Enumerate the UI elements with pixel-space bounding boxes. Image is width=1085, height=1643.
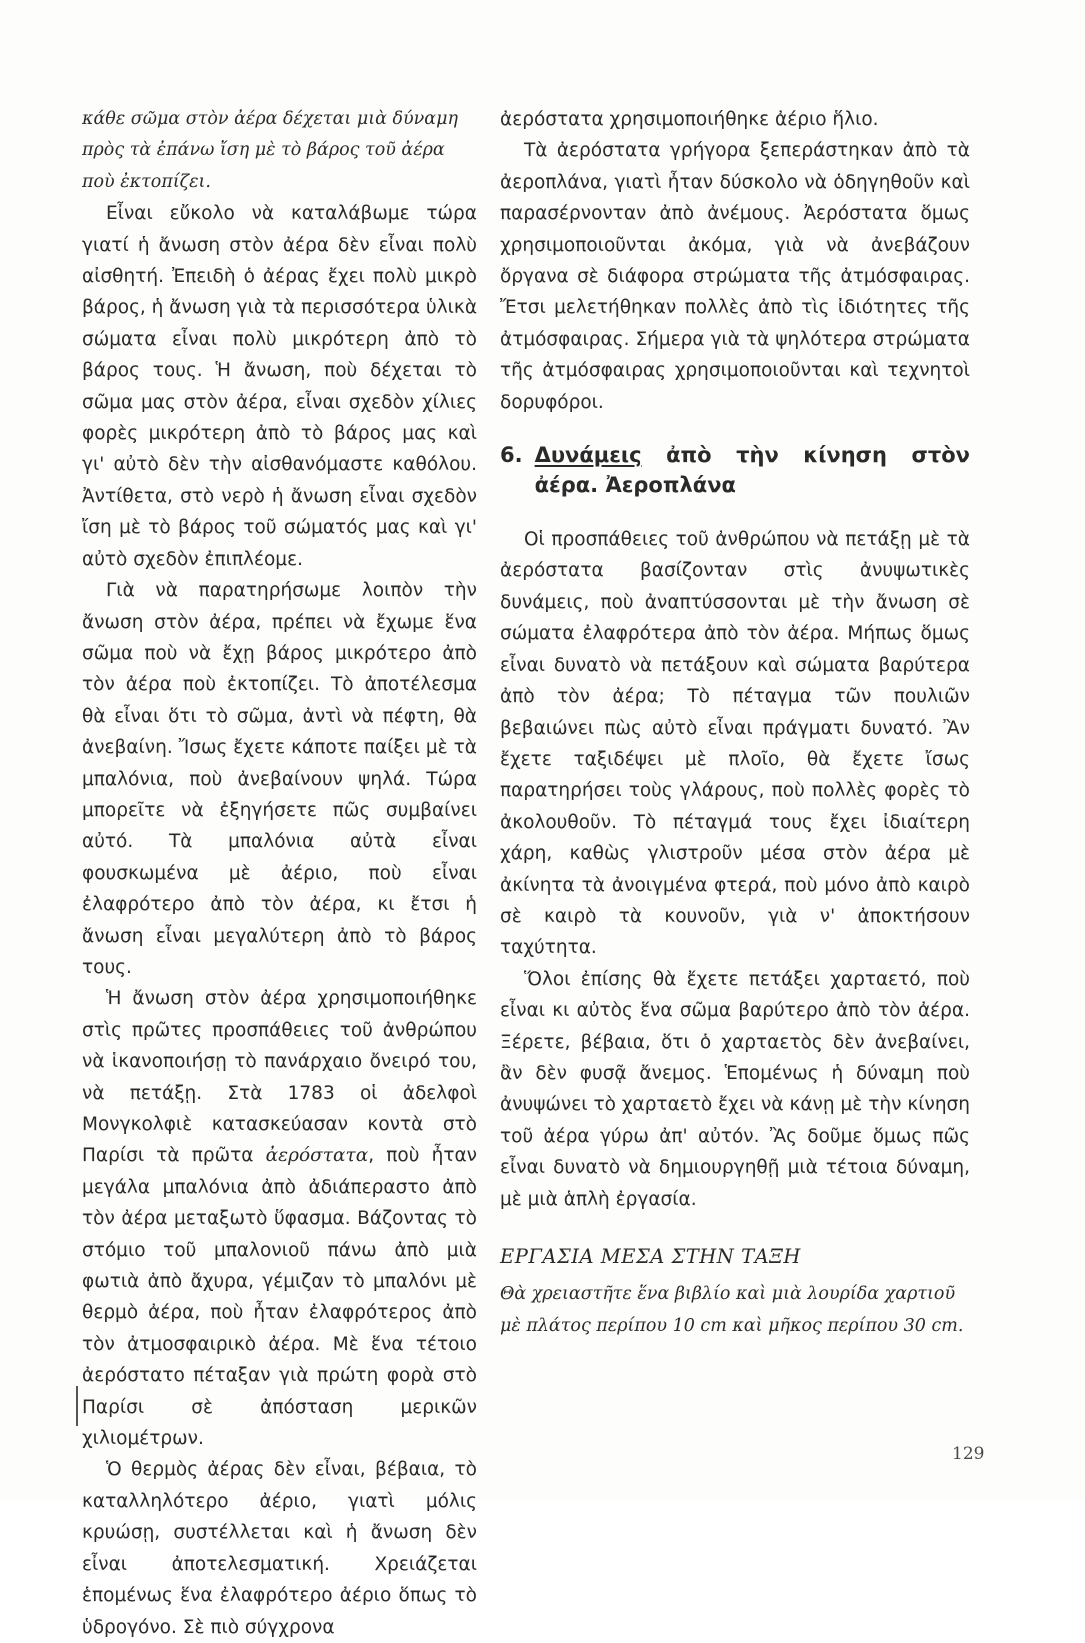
paragraph-hot-air: Ὁ θερμὸς ἀέρας δὲν εἶναι, βέβαια, τὸ καταλληλότερο ἀέριο, γιατὶ μόλις κρυώσῃ, συστέλλεται καὶ ἡ ἄνωση δὲν εἶναι ἀποτελεσματική. Χρειάζεται ἑπομένως ἕνα ἐλαφρότερο ἀέριο ὅπως τὸ ὑδρογόνο. Σὲ πιὸ σύγχρονα — [82, 1459, 477, 1638]
section-heading — [500, 440, 970, 500]
classroom-activity-text: Θὰ χρειαστῆτε ἕνα βιβλίο καὶ μιὰ λουρίδα χαρτιοῦ μὲ πλάτος περίπου 10 cm καὶ μῆκος περίπου 30 cm. — [500, 1284, 964, 1336]
page-number: 129 — [952, 1444, 985, 1464]
aerostat-term: ἀερόστατα — [265, 1145, 369, 1167]
paragraph-buoyancy-in-air: Εἶναι εὔκολο νὰ καταλάβωμε τώρα γιατί ἡ ἄνωση στὸν ἀέρα δὲν εἶναι πολὺ αἰσθητή. Ἐπειδὴ ὁ ἀέρας ἔχει πολὺ μικρὸ βάρος, ἡ ἄνωση γιὰ τὰ περισσότερα ὑλικὰ σώματα εἶναι πολὺ μικρότερη ἀπὸ τὸ βάρος τους. Ἡ ἄνωση, ποὺ δέχεται τὸ σῶμα μας στὸν ἀέρα, εἶναι σχεδὸν χίλιες φορὲς μικρότερη ἀπὸ τὸ βάρος μας καὶ γι' αὐτὸ δὲν τὴν αἰσθανόμαστε καθόλου. Ἀντίθετα, στὸ νερὸ ἡ ἄνωση εἶναι σχεδὸν ἴση μὲ τὸ βάρος τοῦ σώματός μας καὶ γι' αὐτὸ σχεδὸν ἐπιπλέομε. — [82, 203, 478, 570]
section-heading-rest: ἀπὸ τὴν κίνηση στὸν ἀέρα. Ἀεροπλάνα — [534, 443, 970, 498]
paragraph-lift-forces: Οἱ προσπάθειες τοῦ ἀνθρώπου νὰ πετάξῃ μὲ τὰ ἀερόστατα βασίζονταν στὶς ἀνυψωτικὲς δυνάμεις, ποὺ ἀναπτύσσονται μὲ τὴν ἄνωση σὲ σώματα ἐλαφρότερα ἀπὸ τὸν ἀέρα. Μήπως ὅμως εἶναι δυνατὸ νὰ πετάξουν καὶ σώματα βαρύτερα ἀπὸ τὸν ἀέρα; Τὸ πέταγμα τῶν πουλιῶν βεβαιώνει πὼς αὐτὸ εἶναι πράγματι δυνατό. Ἂν ἔχετε ταξιδέψει μὲ πλοῖο, θὰ ἔχετε ἴσως παρατηρήσει τοὺς γλάρους, ποὺ πολλὲς φορὲς τὸ ἀκολουθοῦν. Τὸ πέταγμά τους ἔχει ἰδιαίτερη χάρη, καθὼς γλιστροῦν μέσα στὸν ἀέρα μὲ ἀκίνητα τὰ ἀνοιγμένα φτερά, ποὺ μόνο ἀπὸ καιρὸ σὲ καιρὸ τὰ κουνοῦν, γιὰ ν' ἀποκτήσουν ταχύτητα. — [500, 529, 970, 959]
left-column — [82, 104, 477, 1643]
paragraph-kite: Ὅλοι ἐπίσης θὰ ἔχετε πετάξει χαρταετό, ποὺ εἶναι κι αὐτὸς ἕνα σῶμα βαρύτερο ἀπὸ τὸν ἀέρα. Ξέρετε, βέβαια, ὅτι ὁ χαρταετὸς δὲν ἀνεβαίνει, ἂν δὲν φυσᾷ ἄνεμος. Ἑπομένως ἡ δύναμη ποὺ ἀνυψώνει τὸ χαρταετὸ ἔχει νὰ κάνῃ μὲ τὴν κίνηση τοῦ ἀέρα γύρω ἀπ' αὐτόν. Ἂς δοῦμε ὅμως πῶς εἶναι δυνατὸ νὰ δημιουργηθῇ μιὰ τέτοια δύναμη, μὲ μιὰ ἁπλὴ ἐργασία. — [500, 968, 970, 1210]
section-heading-text — [535, 440, 970, 500]
right-column — [500, 104, 970, 1342]
montgolfier-text-start: Ἡ ἄνωση στὸν ἀέρα χρησιμοποιήθηκε στὶς πρῶτες προσπάθειες τοῦ ἀνθρώπου νὰ ἱκανοποιήσῃ τὸ πανάρχαιο ὄνειρό του, νὰ πετάξῃ. Στὰ 1783 οἱ ἀδελφοὶ Μονγκολφιὲ κατασκεύασαν κοντὰ στὸ Παρίσι τὰ πρῶτα — [82, 988, 477, 1167]
montgolfier-text-end: , ποὺ ἦταν μεγάλα μπαλόνια ἀπὸ ἀδιάπεραστο ἀπὸ τὸν ἀέρα μεταξωτὸ ὕφασμα. Βάζοντας τὸ στόμιο τοῦ μπαλονιοῦ πάνω ἀπὸ μιὰ φωτιὰ ἀπὸ ἄχυρα, γέμιζαν τὸ μπαλόνι μὲ θερμὸ ἀέρα, ποὺ ἦταν ἐλαφρότερος ἀπὸ τὸν ἀτμοσφαιρικὸ ἀέρα. Μὲ ἕνα τέτοιο ἀερόστατο πέταξαν γιὰ πρώτη φορὰ στὸ Παρίσι σὲ ἀπόσταση μερικῶν χιλιομέτρων. — [82, 1145, 477, 1450]
section-heading-first-word: Δυνάμεις — [534, 443, 642, 468]
paragraph-balloons: Γιὰ νὰ παρατηρήσωμε λοιπὸν τὴν ἄνωση στὸν ἀέρα, πρέπει νὰ ἔχωμε ἕνα σῶμα ποὺ νὰ ἔχῃ βάρος μικρότερο ἀπὸ τὸν ἀέρα ποὺ ἐκτοπίζει. Τὸ ἀποτέλεσμα θὰ εἶναι ὅτι τὸ σῶμα, ἀντὶ νὰ πέφτη, θὰ ἀνεβαίνη. Ἴσως ἔχετε κάποτε παίξει μὲ τὰ μπαλόνια, ποὺ ἀνεβαίνουν ψηλά. Τώρα μπορεῖτε νὰ ἐξηγήσετε πῶς συμβαίνει αὐτό. Τὰ μπαλόνια αὐτὰ εἶναι φουσκωμένα μὲ ἀέριο, ποὺ εἶναι ἐλαφρότερο ἀπὸ τὸν ἀέρα, κι ἔτσι ἡ ἄνωση εἶναι μεγαλύτερη ἀπὸ τὸ βάρος τους. — [82, 580, 477, 978]
section-number: 6. — [500, 443, 523, 468]
paragraph-montgolfier — [82, 983, 477, 1454]
paragraph-helium: ἀερόστατα χρησιμοποιήθηκε ἀέριο ἥλιο. — [500, 109, 879, 130]
classroom-activity-title: ΕΡΓΑΣΙΑ ΜΕΣΑ ΣΤΗΝ ΤΑΞΗ — [500, 1245, 801, 1268]
margin-mark — [76, 1386, 78, 1426]
paragraph-aerostats-surpassed: Τὰ ἀερόστατα γρήγορα ξεπεράστηκαν ἀπὸ τὰ ἀεροπλάνα, γιατὶ ἦταν δύσκολο νὰ ὁδηγηθοῦν καὶ παρασέρνονταν ἀπὸ ἀνέμους. Ἀερόστατα ὅμως χρησιμοποιοῦνται ἀκόμα, γιὰ νὰ ἀνεβάζουν ὄργανα σὲ διάφορα στρώματα τῆς ἀτμόσφαιρας. Ἔτσι μελετήθηκαν πολλὲς ἀπὸ τὶς ἰδιότητες τῆς ἀτμόσφαιρας. Σήμερα γιὰ τὰ ψηλότερα στρώματα τῆς ἀτμόσφαιρας χρησιμοποιοῦνται καὶ τεχνητοὶ δορυφόροι. — [500, 140, 970, 413]
lead-italic-sentence: κάθε σῶμα στὸν ἀέρα δέχεται μιὰ δύναμη πρὸς τὰ ἐπάνω ἴση μὲ τὸ βάρος τοῦ ἀέρα ποὺ ἐκτοπίζει. — [82, 109, 458, 192]
